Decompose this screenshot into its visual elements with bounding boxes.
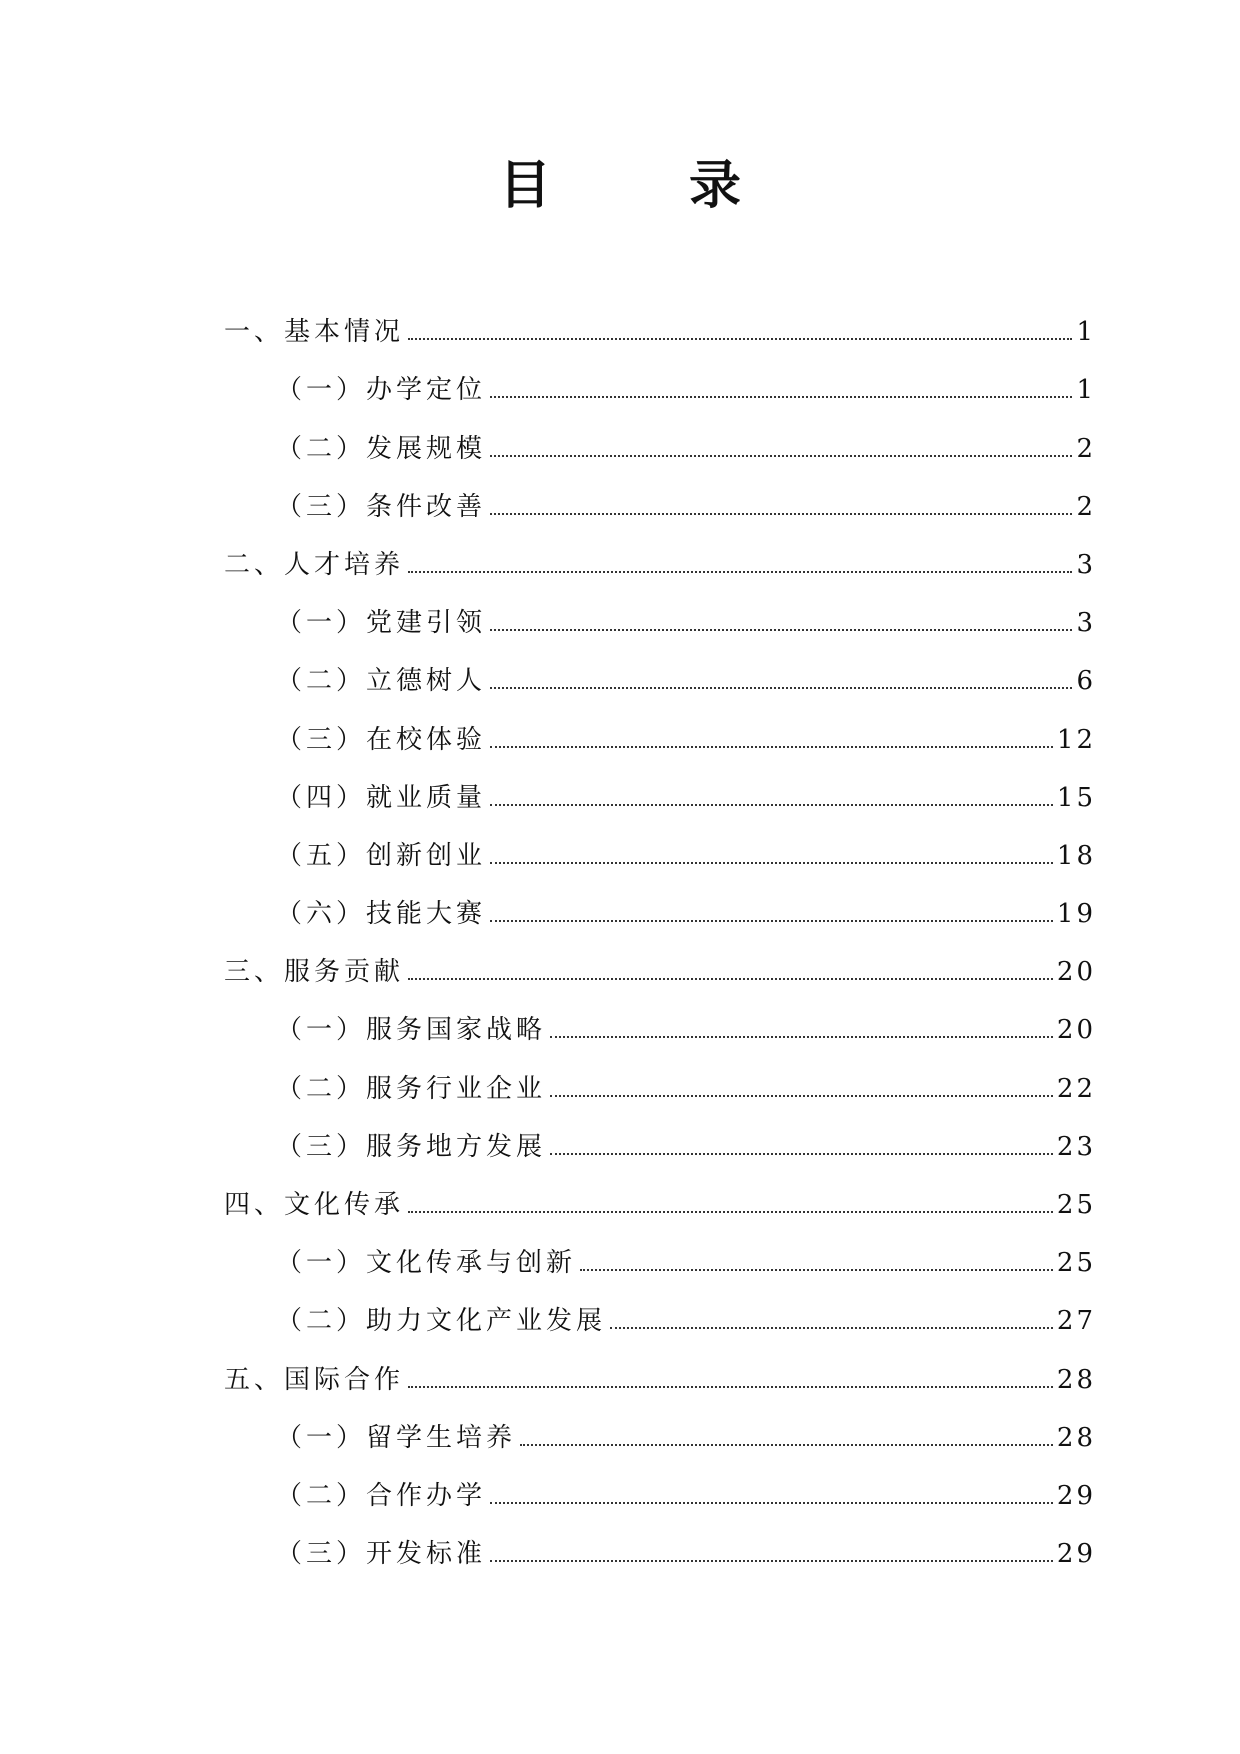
toc-page-number: 28	[1056, 1364, 1096, 1395]
dot-leader	[550, 1153, 1053, 1155]
toc-entry-label: （六）技能大赛	[276, 899, 487, 930]
toc-entry-label: （二）发展规模	[276, 433, 487, 464]
toc-entry-label: （三）服务地方发展	[276, 1131, 547, 1162]
toc-subsection-entry[interactable]	[224, 348, 1096, 406]
toc-page-number: 23	[1056, 1131, 1096, 1162]
toc-page-number: 2	[1076, 491, 1096, 522]
toc-page-number: 29	[1056, 1539, 1096, 1570]
toc-section-entry[interactable]	[224, 1337, 1096, 1395]
toc-page-number: 12	[1056, 724, 1096, 755]
toc-page-number: 19	[1056, 899, 1096, 930]
dot-leader	[408, 978, 1053, 980]
toc-entry-label: （一）留学生培养	[276, 1422, 517, 1453]
dot-leader	[408, 571, 1072, 573]
dot-leader	[550, 1036, 1053, 1038]
dot-leader	[490, 396, 1072, 398]
toc-section-entry[interactable]	[224, 523, 1096, 581]
toc-page-number: 3	[1076, 608, 1096, 639]
toc-page-number: 20	[1056, 1015, 1096, 1046]
toc-entry-label: （二）合作办学	[276, 1480, 487, 1511]
dot-leader	[408, 1211, 1053, 1213]
toc-subsection-entry[interactable]	[224, 1512, 1096, 1570]
toc-entry-label: 三、服务贡献	[224, 957, 405, 988]
toc-page-number: 28	[1056, 1422, 1096, 1453]
toc-subsection-entry[interactable]	[224, 1221, 1096, 1279]
table-of-contents	[224, 290, 1096, 1570]
toc-page-number: 25	[1056, 1248, 1096, 1279]
dot-leader	[490, 920, 1053, 922]
toc-section-entry[interactable]	[224, 1163, 1096, 1221]
toc-subsection-entry[interactable]	[224, 697, 1096, 755]
toc-subsection-entry[interactable]	[224, 406, 1096, 464]
toc-page-number: 1	[1076, 317, 1096, 348]
toc-entry-label: （三）条件改善	[276, 491, 487, 522]
toc-entry-label: 一、基本情况	[224, 317, 405, 348]
toc-entry-label: （一）文化传承与创新	[276, 1248, 577, 1279]
toc-entry-label: （三）开发标准	[276, 1539, 487, 1570]
dot-leader	[490, 629, 1072, 631]
toc-entry-label: （一）党建引领	[276, 608, 487, 639]
toc-entry-label: （三）在校体验	[276, 724, 487, 755]
toc-subsection-entry[interactable]	[224, 1046, 1096, 1104]
toc-subsection-entry[interactable]	[224, 756, 1096, 814]
toc-page-number: 3	[1076, 549, 1096, 580]
dot-leader	[610, 1327, 1053, 1329]
dot-leader	[550, 1095, 1053, 1097]
dot-leader	[490, 1560, 1053, 1562]
toc-subsection-entry[interactable]	[224, 1279, 1096, 1337]
toc-entry-label: （二）立德树人	[276, 666, 487, 697]
toc-entry-label: 五、国际合作	[224, 1364, 405, 1395]
toc-page-number: 25	[1056, 1190, 1096, 1220]
dot-leader	[520, 1444, 1053, 1446]
toc-subsection-entry[interactable]	[224, 1454, 1096, 1512]
toc-subsection-entry[interactable]	[224, 1105, 1096, 1163]
toc-entry-label: （四）就业质量	[276, 782, 487, 813]
toc-page-number: 18	[1056, 840, 1096, 871]
toc-page-number: 15	[1056, 782, 1096, 813]
dot-leader	[490, 455, 1072, 457]
dot-leader	[580, 1269, 1053, 1271]
toc-entry-label: （一）服务国家战略	[276, 1015, 547, 1046]
toc-page-number: 20	[1056, 957, 1096, 988]
dot-leader	[490, 687, 1072, 689]
toc-page-number: 29	[1056, 1480, 1096, 1511]
toc-subsection-entry[interactable]	[224, 988, 1096, 1046]
toc-subsection-entry[interactable]	[224, 465, 1096, 523]
toc-subsection-entry[interactable]	[224, 639, 1096, 697]
toc-entry-label: 四、文化传承	[224, 1190, 405, 1220]
toc-page-number: 22	[1056, 1073, 1096, 1104]
dot-leader	[408, 1386, 1053, 1388]
dot-leader	[490, 513, 1072, 515]
toc-subsection-entry[interactable]	[224, 814, 1096, 872]
dot-leader	[408, 338, 1072, 340]
dot-leader	[490, 746, 1053, 748]
toc-entry-label: （一）办学定位	[276, 375, 487, 406]
toc-subsection-entry[interactable]	[224, 1396, 1096, 1454]
toc-subsection-entry[interactable]	[224, 872, 1096, 930]
dot-leader	[490, 862, 1053, 864]
toc-entry-label: 二、人才培养	[224, 549, 405, 580]
toc-entry-label: （二）助力文化产业发展	[276, 1306, 607, 1337]
toc-subsection-entry[interactable]	[224, 581, 1096, 639]
toc-section-entry[interactable]	[224, 290, 1096, 348]
toc-entry-label: （二）服务行业企业	[276, 1073, 547, 1104]
toc-page-number: 27	[1056, 1306, 1096, 1337]
toc-page-number: 2	[1076, 433, 1096, 464]
toc-title: 目 录	[498, 156, 802, 216]
dot-leader	[490, 1502, 1053, 1504]
toc-section-entry[interactable]	[224, 930, 1096, 988]
toc-page-number: 1	[1076, 375, 1096, 406]
toc-page-number: 6	[1076, 666, 1096, 697]
toc-entry-label: （五）创新创业	[276, 840, 487, 871]
dot-leader	[490, 804, 1053, 806]
